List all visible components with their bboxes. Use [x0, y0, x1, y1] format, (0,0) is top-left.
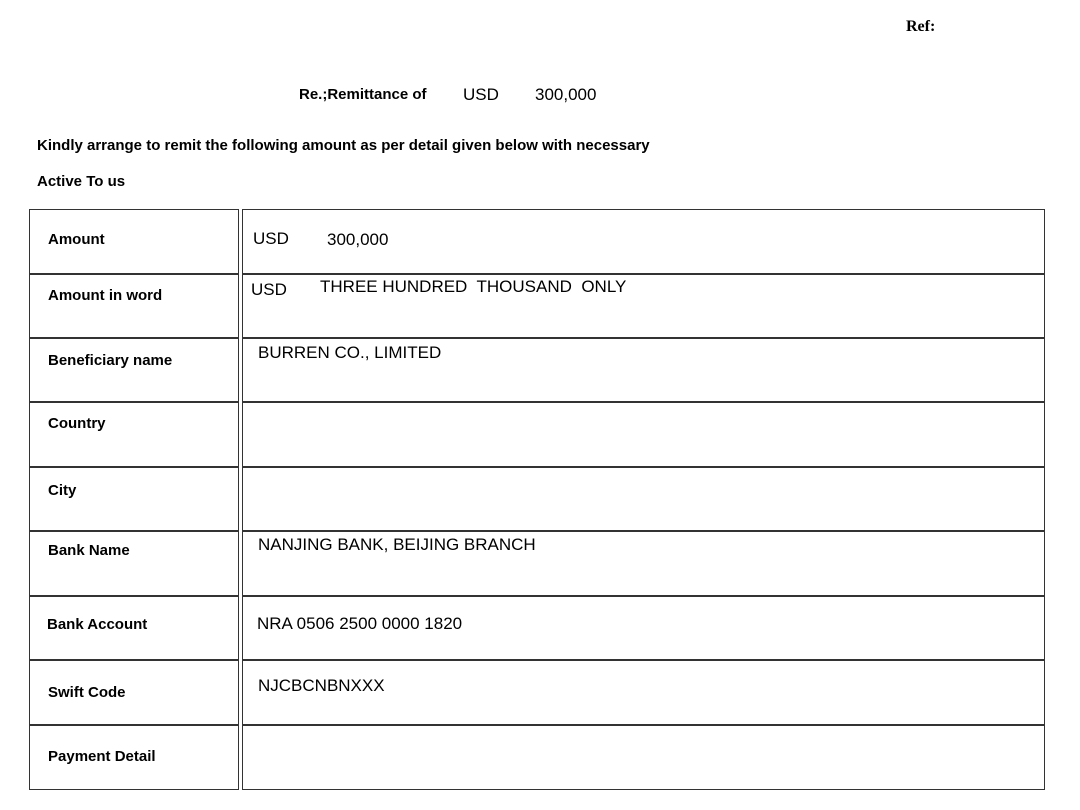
label-cell [29, 725, 239, 790]
bank-name-label: Bank Name [48, 542, 130, 559]
label-cell [29, 209, 239, 274]
beneficiary-name-value-cell[interactable] [242, 338, 1045, 402]
remittance-form-table [29, 209, 1045, 790]
amount-value: 300,000 [327, 230, 389, 249]
ref-label: Ref: [906, 18, 936, 35]
label-cell [29, 467, 239, 531]
payment-detail-value-cell[interactable] [242, 725, 1045, 790]
beneficiary-name-label: Beneficiary name [48, 352, 173, 369]
bank-account-label: Bank Account [47, 616, 148, 633]
row-payment-detail [29, 725, 1045, 790]
row-city [29, 467, 1045, 531]
amount-in-word-label: Amount in word [48, 287, 163, 304]
bank-account-value-cell[interactable] [242, 596, 1045, 660]
row-bank-account [29, 596, 1045, 660]
subject-amount: 300,000 [535, 85, 597, 104]
payment-detail-label: Payment Detail [48, 748, 156, 765]
country-label: Country [48, 415, 106, 432]
amount-in-word-value: THREE HUNDRED THOUSAND ONLY [320, 277, 627, 296]
row-amount [29, 209, 1045, 274]
label-cell [29, 531, 239, 596]
label-cell [29, 596, 239, 660]
subject-line [299, 85, 597, 104]
label-cell [29, 338, 239, 402]
bank-name-value-cell[interactable] [242, 531, 1045, 596]
city-label: City [48, 482, 77, 499]
amount-in-word-currency: USD [251, 280, 287, 299]
amount-currency: USD [253, 229, 289, 248]
city-value-cell[interactable] [242, 467, 1045, 531]
instruction-line-1: Kindly arrange to remit the following amount as per detail given below with necessary [37, 137, 650, 154]
bank-name-value: NANJING BANK, BEIJING BRANCH [258, 535, 536, 554]
country-value-cell[interactable] [242, 402, 1045, 467]
subject-currency: USD [463, 85, 499, 104]
beneficiary-name-value: BURREN CO., LIMITED [258, 343, 442, 362]
instruction-line-2: Active To us [37, 173, 126, 190]
amount-in-word-value-cell[interactable] [242, 274, 1045, 338]
row-beneficiary-name [29, 338, 1045, 402]
row-amount-in-word [29, 274, 1045, 338]
subject-label: Re.;Remittance of [299, 86, 427, 103]
amount-label: Amount [48, 231, 105, 248]
swift-code-value-cell[interactable] [242, 660, 1045, 725]
label-cell [29, 660, 239, 725]
row-bank-name [29, 531, 1045, 596]
swift-code-value: NJCBCNBNXXX [258, 676, 385, 695]
bank-account-value: NRA 0506 2500 0000 1820 [257, 614, 463, 633]
label-cell [29, 402, 239, 467]
amount-value-cell[interactable] [242, 209, 1045, 274]
row-country [29, 402, 1045, 467]
row-swift-code [29, 660, 1045, 725]
swift-code-label: Swift Code [48, 684, 126, 701]
label-cell [29, 274, 239, 338]
